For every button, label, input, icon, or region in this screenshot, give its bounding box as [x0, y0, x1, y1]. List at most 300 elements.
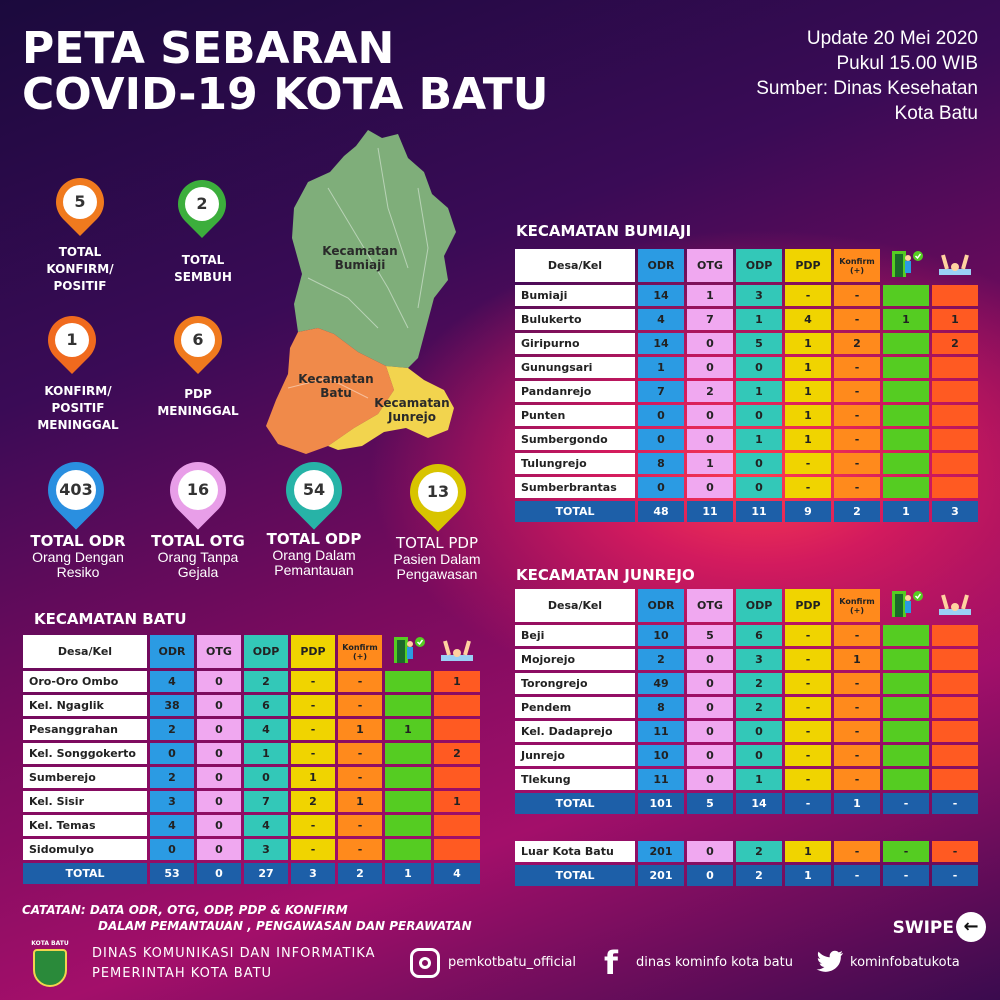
table-row [515, 721, 978, 742]
cell-odp: 0 [244, 767, 288, 788]
cell-odp: 0 [736, 405, 782, 426]
deceased-icon [932, 589, 978, 622]
table-row [515, 673, 978, 694]
cell-sembuh [883, 697, 929, 718]
update-source-city: Kota Batu [894, 103, 978, 124]
cell-sembuh [385, 743, 431, 764]
cell-odr: 14 [638, 285, 684, 306]
swipe-label: SWIPE [892, 918, 954, 938]
odp-label [258, 530, 370, 578]
total-desa: TOTAL [515, 865, 635, 886]
map-label-bumiaji [310, 244, 410, 272]
cell-otg: 0 [687, 333, 733, 354]
cell-odp: 2 [736, 841, 782, 862]
cell-odr: 1 [638, 357, 684, 378]
cell-konfirm: - [338, 767, 382, 788]
cell-meninggal [434, 719, 480, 740]
cell-sembuh [883, 285, 929, 306]
cell-odr: 2 [638, 649, 684, 670]
cell-odp: 1 [736, 769, 782, 790]
kota-batu-logo-icon [24, 940, 76, 992]
table-total-row [515, 865, 978, 886]
cell-meninggal [932, 697, 978, 718]
table-row [515, 477, 978, 498]
cell-pdp: 1 [785, 381, 831, 402]
cell-pdp: 4 [785, 309, 831, 330]
cell-desa: Torongrejo [515, 673, 635, 694]
cell-pdp: - [785, 673, 831, 694]
cell-desa: Tlekung [515, 769, 635, 790]
header-konfirm-2: (+) [849, 605, 864, 615]
table-row [515, 841, 978, 862]
otg-sub-2: Gejala [177, 564, 219, 580]
batu-title: KECAMATAN BATU [34, 610, 187, 628]
cell-odp: 2 [244, 671, 288, 692]
table-row [515, 429, 978, 450]
cell-sembuh [883, 357, 929, 378]
cell-desa: Kel. Temas [23, 815, 147, 836]
cell-odr: 38 [150, 695, 194, 716]
update-time: Pukul 15.00 WIB [836, 53, 978, 74]
title-line-1: PETA SEBARAN [22, 23, 395, 74]
cell-sembuh [883, 429, 929, 450]
odp-heading: TOTAL ODP [266, 530, 362, 548]
cell-meninggal [932, 453, 978, 474]
cell-odp: 0 [736, 477, 782, 498]
total-sembuh: 1 [883, 501, 929, 522]
otg-heading: TOTAL OTG [151, 532, 245, 550]
note-line-1: CATATAN: DATA ODR, OTG, ODP, PDP & KONFIRM [22, 903, 348, 917]
cell-konfirm: - [338, 815, 382, 836]
cell-konfirm: - [834, 625, 880, 646]
cell-desa: Oro-Oro Ombo [23, 671, 147, 692]
cell-konfirm: - [834, 309, 880, 330]
note-line-2: DALAM PEMANTAUAN , PENGAWASAN DAN PERAWATAN [98, 919, 472, 933]
table-row [23, 767, 480, 788]
cell-odp: 0 [736, 721, 782, 742]
total-odp: 2 [736, 865, 782, 886]
cell-otg: 5 [687, 625, 733, 646]
update-source: Sumber: Dinas Kesehatan [756, 78, 978, 99]
cell-odp: 1 [736, 381, 782, 402]
cell-desa: Junrejo [515, 745, 635, 766]
twitter-handle[interactable]: kominfobatukota [850, 955, 960, 970]
cell-sembuh [883, 721, 929, 742]
cell-meninggal [932, 625, 978, 646]
total-meninggal: 4 [434, 863, 480, 884]
cell-konfirm: - [834, 841, 880, 862]
table-row [515, 333, 978, 354]
konfirm-meninggal-value: 1 [55, 323, 89, 357]
cell-otg: 0 [197, 743, 241, 764]
header-konfirm-1: Konfirm [342, 642, 378, 652]
cell-meninggal: 1 [434, 671, 480, 692]
cell-otg: 0 [197, 791, 241, 812]
total-konfirm: 2 [338, 863, 382, 884]
cell-konfirm: - [834, 381, 880, 402]
cell-meninggal [434, 839, 480, 860]
recovered-door-icon [883, 249, 929, 282]
instagram-icon[interactable] [410, 948, 440, 978]
header-konfirm-1: Konfirm [839, 256, 875, 266]
cell-konfirm: - [834, 357, 880, 378]
header-pdp: PDP [291, 635, 335, 668]
header-odr: ODR [638, 249, 684, 282]
sembuh-label-1: TOTAL [181, 253, 225, 267]
map-label-junrejo-2: Junrejo [388, 410, 436, 424]
cell-otg: 0 [197, 815, 241, 836]
pdp-heading: TOTAL PDP [396, 534, 478, 552]
cell-odp: 2 [736, 697, 782, 718]
cell-desa: Pesanggrahan [23, 719, 147, 740]
cell-meninggal [932, 477, 978, 498]
konfirm-meninggal-label-3: MENINGGAL [37, 418, 119, 432]
cell-konfirm: - [834, 453, 880, 474]
bumiaji-table [512, 246, 981, 525]
cell-pdp: - [785, 697, 831, 718]
header-otg: OTG [197, 635, 241, 668]
cell-sembuh [883, 333, 929, 354]
table-row [515, 745, 978, 766]
cell-pdp: 1 [785, 841, 831, 862]
map-label-junrejo-1: Kecamatan [374, 396, 450, 410]
batu-table [20, 632, 483, 887]
cell-pdp: - [785, 453, 831, 474]
cell-sembuh: - [883, 841, 929, 862]
header-konfirm-2: (+) [849, 265, 864, 275]
total-desa: TOTAL [515, 501, 635, 522]
cell-pdp: 2 [291, 791, 335, 812]
header-pdp: PDP [785, 249, 831, 282]
cell-odp: 1 [736, 429, 782, 450]
total-odr: 201 [638, 865, 684, 886]
otg-sub-1: Orang Tanpa [157, 549, 239, 565]
cell-otg: 0 [687, 841, 733, 862]
cell-sembuh [385, 839, 431, 860]
odp-pin-icon [286, 462, 342, 526]
cell-otg: 0 [687, 697, 733, 718]
total-konfirm: 1 [834, 793, 880, 814]
cell-otg: 0 [197, 767, 241, 788]
cell-pdp: - [785, 625, 831, 646]
otg-value: 16 [178, 470, 218, 510]
cell-odr: 11 [638, 721, 684, 742]
odp-sub-1: Orang Dalam [272, 547, 356, 563]
cell-desa: Pendem [515, 697, 635, 718]
title-line-2: COVID-19 KOTA BATU [22, 69, 549, 120]
cell-desa: Gunungsari [515, 357, 635, 378]
cell-odr: 8 [638, 453, 684, 474]
cell-desa: Bumiaji [515, 285, 635, 306]
cell-sembuh: 1 [883, 309, 929, 330]
cell-otg: 1 [687, 285, 733, 306]
cell-meninggal [932, 381, 978, 402]
recovered-door-icon [883, 589, 929, 622]
cell-odp: 1 [244, 743, 288, 764]
cell-meninggal [932, 649, 978, 670]
map-label-batu-2: Batu [320, 386, 352, 400]
total-otg: 0 [197, 863, 241, 884]
total-pdp: 3 [291, 863, 335, 884]
total-desa: TOTAL [515, 793, 635, 814]
total-otg: 11 [687, 501, 733, 522]
header-konfirm [834, 589, 880, 622]
total-meninggal: 3 [932, 501, 978, 522]
arrow-left-icon[interactable]: ← [956, 912, 986, 942]
cell-pdp: - [291, 743, 335, 764]
cell-pdp: 1 [785, 333, 831, 354]
cell-otg: 0 [197, 671, 241, 692]
cell-odp: 6 [736, 625, 782, 646]
cell-odr: 11 [638, 769, 684, 790]
table-row [515, 453, 978, 474]
cell-pdp: - [785, 477, 831, 498]
cell-sembuh [883, 453, 929, 474]
cell-sembuh [883, 649, 929, 670]
cell-konfirm: 1 [338, 719, 382, 740]
header-otg: OTG [687, 589, 733, 622]
table-row [23, 695, 480, 716]
cell-otg: 0 [687, 649, 733, 670]
cell-odr: 2 [150, 767, 194, 788]
cell-konfirm: 2 [834, 333, 880, 354]
cell-meninggal [932, 769, 978, 790]
cell-meninggal [434, 767, 480, 788]
cell-odr: 0 [638, 429, 684, 450]
cell-desa: Sumberejo [23, 767, 147, 788]
header-konfirm-1: Konfirm [839, 596, 875, 606]
cell-odr: 0 [638, 477, 684, 498]
cell-meninggal [932, 285, 978, 306]
cell-odp: 0 [736, 453, 782, 474]
total-odp: 14 [736, 793, 782, 814]
cell-pdp: 1 [785, 357, 831, 378]
total-pdp: - [785, 793, 831, 814]
cell-odr: 49 [638, 673, 684, 694]
cell-otg: 0 [687, 745, 733, 766]
cell-konfirm: - [338, 695, 382, 716]
cell-konfirm: - [834, 405, 880, 426]
odr-value: 403 [56, 470, 96, 510]
konfirm-label-1: TOTAL [58, 245, 102, 259]
cell-sembuh: 1 [385, 719, 431, 740]
cell-otg: 0 [687, 721, 733, 742]
cell-desa: Tulungrejo [515, 453, 635, 474]
cell-konfirm: - [834, 285, 880, 306]
cell-pdp: 1 [785, 405, 831, 426]
cell-odr: 2 [150, 719, 194, 740]
cell-desa: Pandanrejo [515, 381, 635, 402]
cell-meninggal: 2 [932, 333, 978, 354]
table-row [23, 791, 480, 812]
odr-heading: TOTAL ODR [30, 532, 126, 550]
deceased-icon [434, 635, 480, 668]
cell-pdp: - [785, 649, 831, 670]
cell-desa: Mojorejo [515, 649, 635, 670]
pdp-meninggal-label-2: MENINGGAL [157, 404, 239, 418]
pdp-sub-2: Pengawasan [396, 566, 478, 582]
konfirm-value: 5 [63, 185, 97, 219]
cell-odp: 7 [244, 791, 288, 812]
cell-konfirm: 1 [834, 649, 880, 670]
table-row [515, 649, 978, 670]
cell-odr: 4 [638, 309, 684, 330]
cell-desa: Sumbergondo [515, 429, 635, 450]
header-desa: Desa/Kel [515, 249, 635, 282]
cell-sembuh [883, 745, 929, 766]
cell-odr: 0 [150, 743, 194, 764]
cell-konfirm: - [834, 477, 880, 498]
map-label-junrejo [362, 396, 462, 424]
cell-konfirm: - [834, 673, 880, 694]
org-line-2: PEMERINTAH KOTA BATU [92, 966, 273, 981]
total-konfirm: 2 [834, 501, 880, 522]
cell-odp: 0 [736, 357, 782, 378]
table-header-row [515, 589, 978, 622]
pdp-value: 13 [418, 472, 458, 512]
cell-desa: Kel. Sisir [23, 791, 147, 812]
total-odr: 48 [638, 501, 684, 522]
pdp-pin-icon [410, 464, 466, 528]
cell-konfirm: - [834, 721, 880, 742]
total-pdp: 9 [785, 501, 831, 522]
table-row [515, 625, 978, 646]
odr-pin-icon [48, 462, 104, 526]
cell-odp: 6 [244, 695, 288, 716]
cell-odp: 4 [244, 815, 288, 836]
otg-pin-icon [170, 462, 226, 526]
odp-sub-2: Pemantauan [274, 562, 354, 578]
cell-otg: 0 [197, 839, 241, 860]
cell-pdp: - [291, 671, 335, 692]
cell-otg: 1 [687, 453, 733, 474]
table-row [515, 769, 978, 790]
total-meninggal: - [932, 793, 978, 814]
odr-sub-1: Orang Dengan [32, 549, 124, 565]
total-odp: 11 [736, 501, 782, 522]
cell-meninggal [434, 815, 480, 836]
cell-pdp: - [785, 745, 831, 766]
cell-sembuh [385, 695, 431, 716]
cell-sembuh [883, 673, 929, 694]
cell-otg: 7 [687, 309, 733, 330]
konfirm-meninggal-label-2: POSITIF [51, 401, 105, 415]
cell-meninggal [932, 357, 978, 378]
cell-otg: 0 [687, 429, 733, 450]
cell-desa: Punten [515, 405, 635, 426]
konfirm-label [20, 244, 140, 295]
cell-konfirm: - [834, 745, 880, 766]
cell-konfirm: - [338, 839, 382, 860]
cell-odr: 7 [638, 381, 684, 402]
cell-konfirm: - [834, 429, 880, 450]
cell-otg: 0 [687, 769, 733, 790]
cell-desa: Sumberbrantas [515, 477, 635, 498]
cell-odr: 4 [150, 815, 194, 836]
cell-otg: 0 [687, 357, 733, 378]
cell-konfirm: 1 [338, 791, 382, 812]
cell-pdp: - [291, 719, 335, 740]
table-row [515, 405, 978, 426]
cell-odr: 0 [638, 405, 684, 426]
cell-sembuh [385, 671, 431, 692]
cell-meninggal: 2 [434, 743, 480, 764]
cell-otg: 0 [687, 405, 733, 426]
header-odr: ODR [638, 589, 684, 622]
twitter-icon[interactable] [816, 950, 844, 974]
cell-pdp: - [785, 769, 831, 790]
table-row [515, 697, 978, 718]
odp-value: 54 [294, 470, 334, 510]
table-row [23, 743, 480, 764]
cell-sembuh [385, 767, 431, 788]
cell-sembuh [385, 815, 431, 836]
total-sembuh: - [883, 793, 929, 814]
header-odp: ODP [736, 249, 782, 282]
cell-otg: 0 [687, 673, 733, 694]
header-pdp: PDP [785, 589, 831, 622]
update-date: Update 20 Mei 2020 [806, 28, 978, 49]
konfirm-meninggal-pin-icon [48, 316, 96, 372]
table-row [515, 309, 978, 330]
cell-odr: 3 [150, 791, 194, 812]
cell-meninggal [932, 429, 978, 450]
cell-konfirm: - [338, 671, 382, 692]
cell-pdp: 1 [291, 767, 335, 788]
sembuh-label-2: SEMBUH [174, 270, 232, 284]
facebook-handle[interactable]: dinas kominfo kota batu [636, 955, 793, 970]
cell-konfirm: - [834, 769, 880, 790]
logo-text: KOTA BATU [31, 940, 69, 947]
table-row [23, 671, 480, 692]
konfirm-label-2: KONFIRM/ [46, 262, 114, 276]
cell-odr: 4 [150, 671, 194, 692]
cell-pdp: - [785, 285, 831, 306]
header-odp: ODP [244, 635, 288, 668]
cell-desa: Kel. Dadaprejo [515, 721, 635, 742]
facebook-icon[interactable]: f [604, 944, 618, 982]
cell-odp: 1 [736, 309, 782, 330]
pdp-label [378, 534, 496, 582]
cell-otg: 0 [197, 695, 241, 716]
cell-odp: 2 [736, 673, 782, 694]
instagram-handle[interactable]: pemkotbatu_official [448, 955, 576, 970]
total-odr: 101 [638, 793, 684, 814]
table-header-row [23, 635, 480, 668]
header-odp: ODP [736, 589, 782, 622]
cell-meninggal: 1 [434, 791, 480, 812]
cell-konfirm: - [338, 743, 382, 764]
total-odp: 27 [244, 863, 288, 884]
table-row [515, 381, 978, 402]
total-meninggal: - [932, 865, 978, 886]
page-title [22, 23, 549, 120]
cell-odp: 0 [736, 745, 782, 766]
cell-odr: 10 [638, 745, 684, 766]
cell-pdp: 1 [785, 429, 831, 450]
junrejo-title: KECAMATAN JUNREJO [516, 566, 695, 584]
cell-desa: Kel. Songgokerto [23, 743, 147, 764]
table-total-row [515, 501, 978, 522]
total-desa: TOTAL [23, 863, 147, 884]
table-row [23, 719, 480, 740]
cell-odr: 14 [638, 333, 684, 354]
luar-table [512, 838, 981, 889]
sembuh-label [148, 252, 258, 286]
total-otg: 5 [687, 793, 733, 814]
total-otg: 0 [687, 865, 733, 886]
header-konfirm [834, 249, 880, 282]
